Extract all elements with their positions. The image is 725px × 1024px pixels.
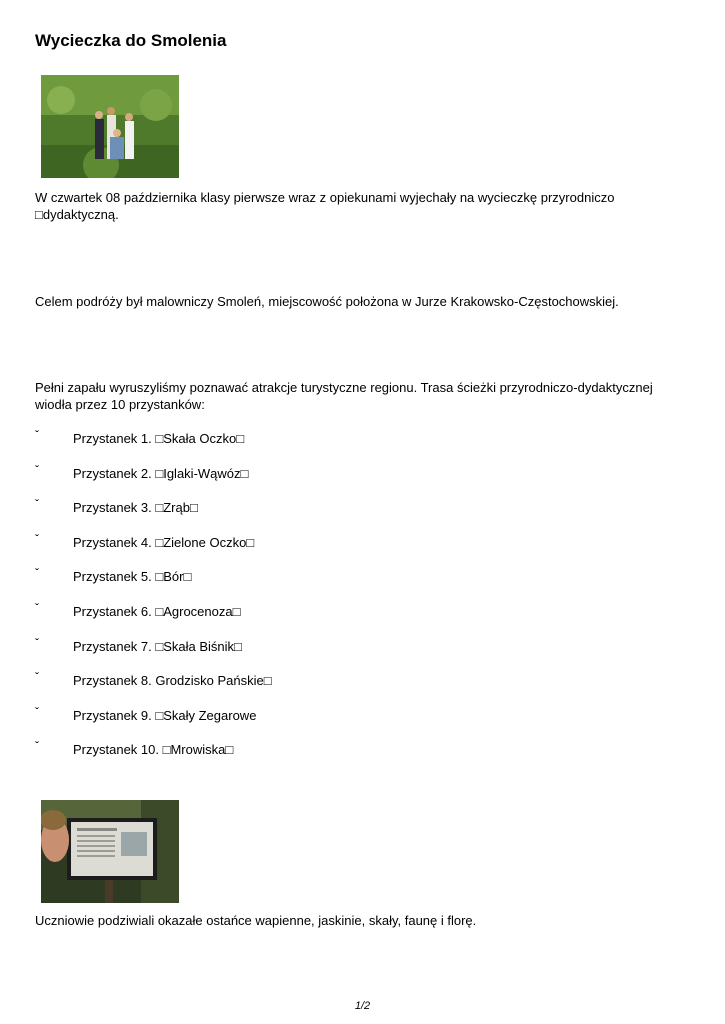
page-number: 1/2 [354,1000,371,1012]
bullet-icon: ˇ [35,704,39,719]
bullet-icon: ˇ [35,497,39,512]
stop-label: Przystanek 7. □Skała Biśnik□ [73,638,242,654]
trail-paragraph: Pełni zapału wyruszyliśmy poznawać atrakcje turystyczne regionu. Trasa ścieżki przyrodniczo-dydaktycznej wiodła przez 10 przystanków: [35,380,653,412]
stop-label: Przystanek 9. □Skały Zegarowe [73,707,257,723]
info-board-photo [41,800,179,903]
bullet-icon: ˇ [35,531,39,546]
bullet-icon: ˇ [35,428,39,442]
intro-paragraph: W czwartek 08 października klasy pierwsze wraz z opiekunami wyjechały na wycieczkę przyrodniczo □dydaktyczną. [35,190,615,222]
stop-label: Przystanek 4. □Zielone Oczko□ [73,534,255,550]
goal-paragraph: Celem podróży był malowniczy Smoleń, miejscowość położona w Jurze Krakowsko-Częstochowskiej. [35,294,619,309]
bullet-icon: ˇ [35,635,39,650]
stop-label: Przystanek 5. □Bór□ [73,569,192,585]
bullet-icon: ˇ [35,739,39,754]
bullet-icon: ˇ [35,566,39,581]
stop-label: Przystanek 10. □Mrowiska□ [73,742,234,758]
stop-label: Przystanek 2. □Iglaki-Wąwóz□ [73,465,249,481]
closing-paragraph: Uczniowie podziwiali okazałe ostańce wapienne, jaskinie, skały, faunę i florę. [35,913,477,928]
stop-label: Przystanek 1. □Skała Oczko□ [73,431,245,446]
bullet-icon: ˇ [35,462,39,477]
stop-label: Przystanek 3. □Zrąb□ [73,500,198,516]
group-photo [41,75,179,178]
bullet-icon: ˇ [35,600,39,615]
stop-label: Przystanek 8. Grodzisko Pańskie□ [73,673,272,689]
stop-label: Przystanek 6. □Agrocenoza□ [73,603,241,619]
page-title: Wycieczka do Smolenia [35,31,227,50]
bullet-icon: ˇ [35,670,39,685]
